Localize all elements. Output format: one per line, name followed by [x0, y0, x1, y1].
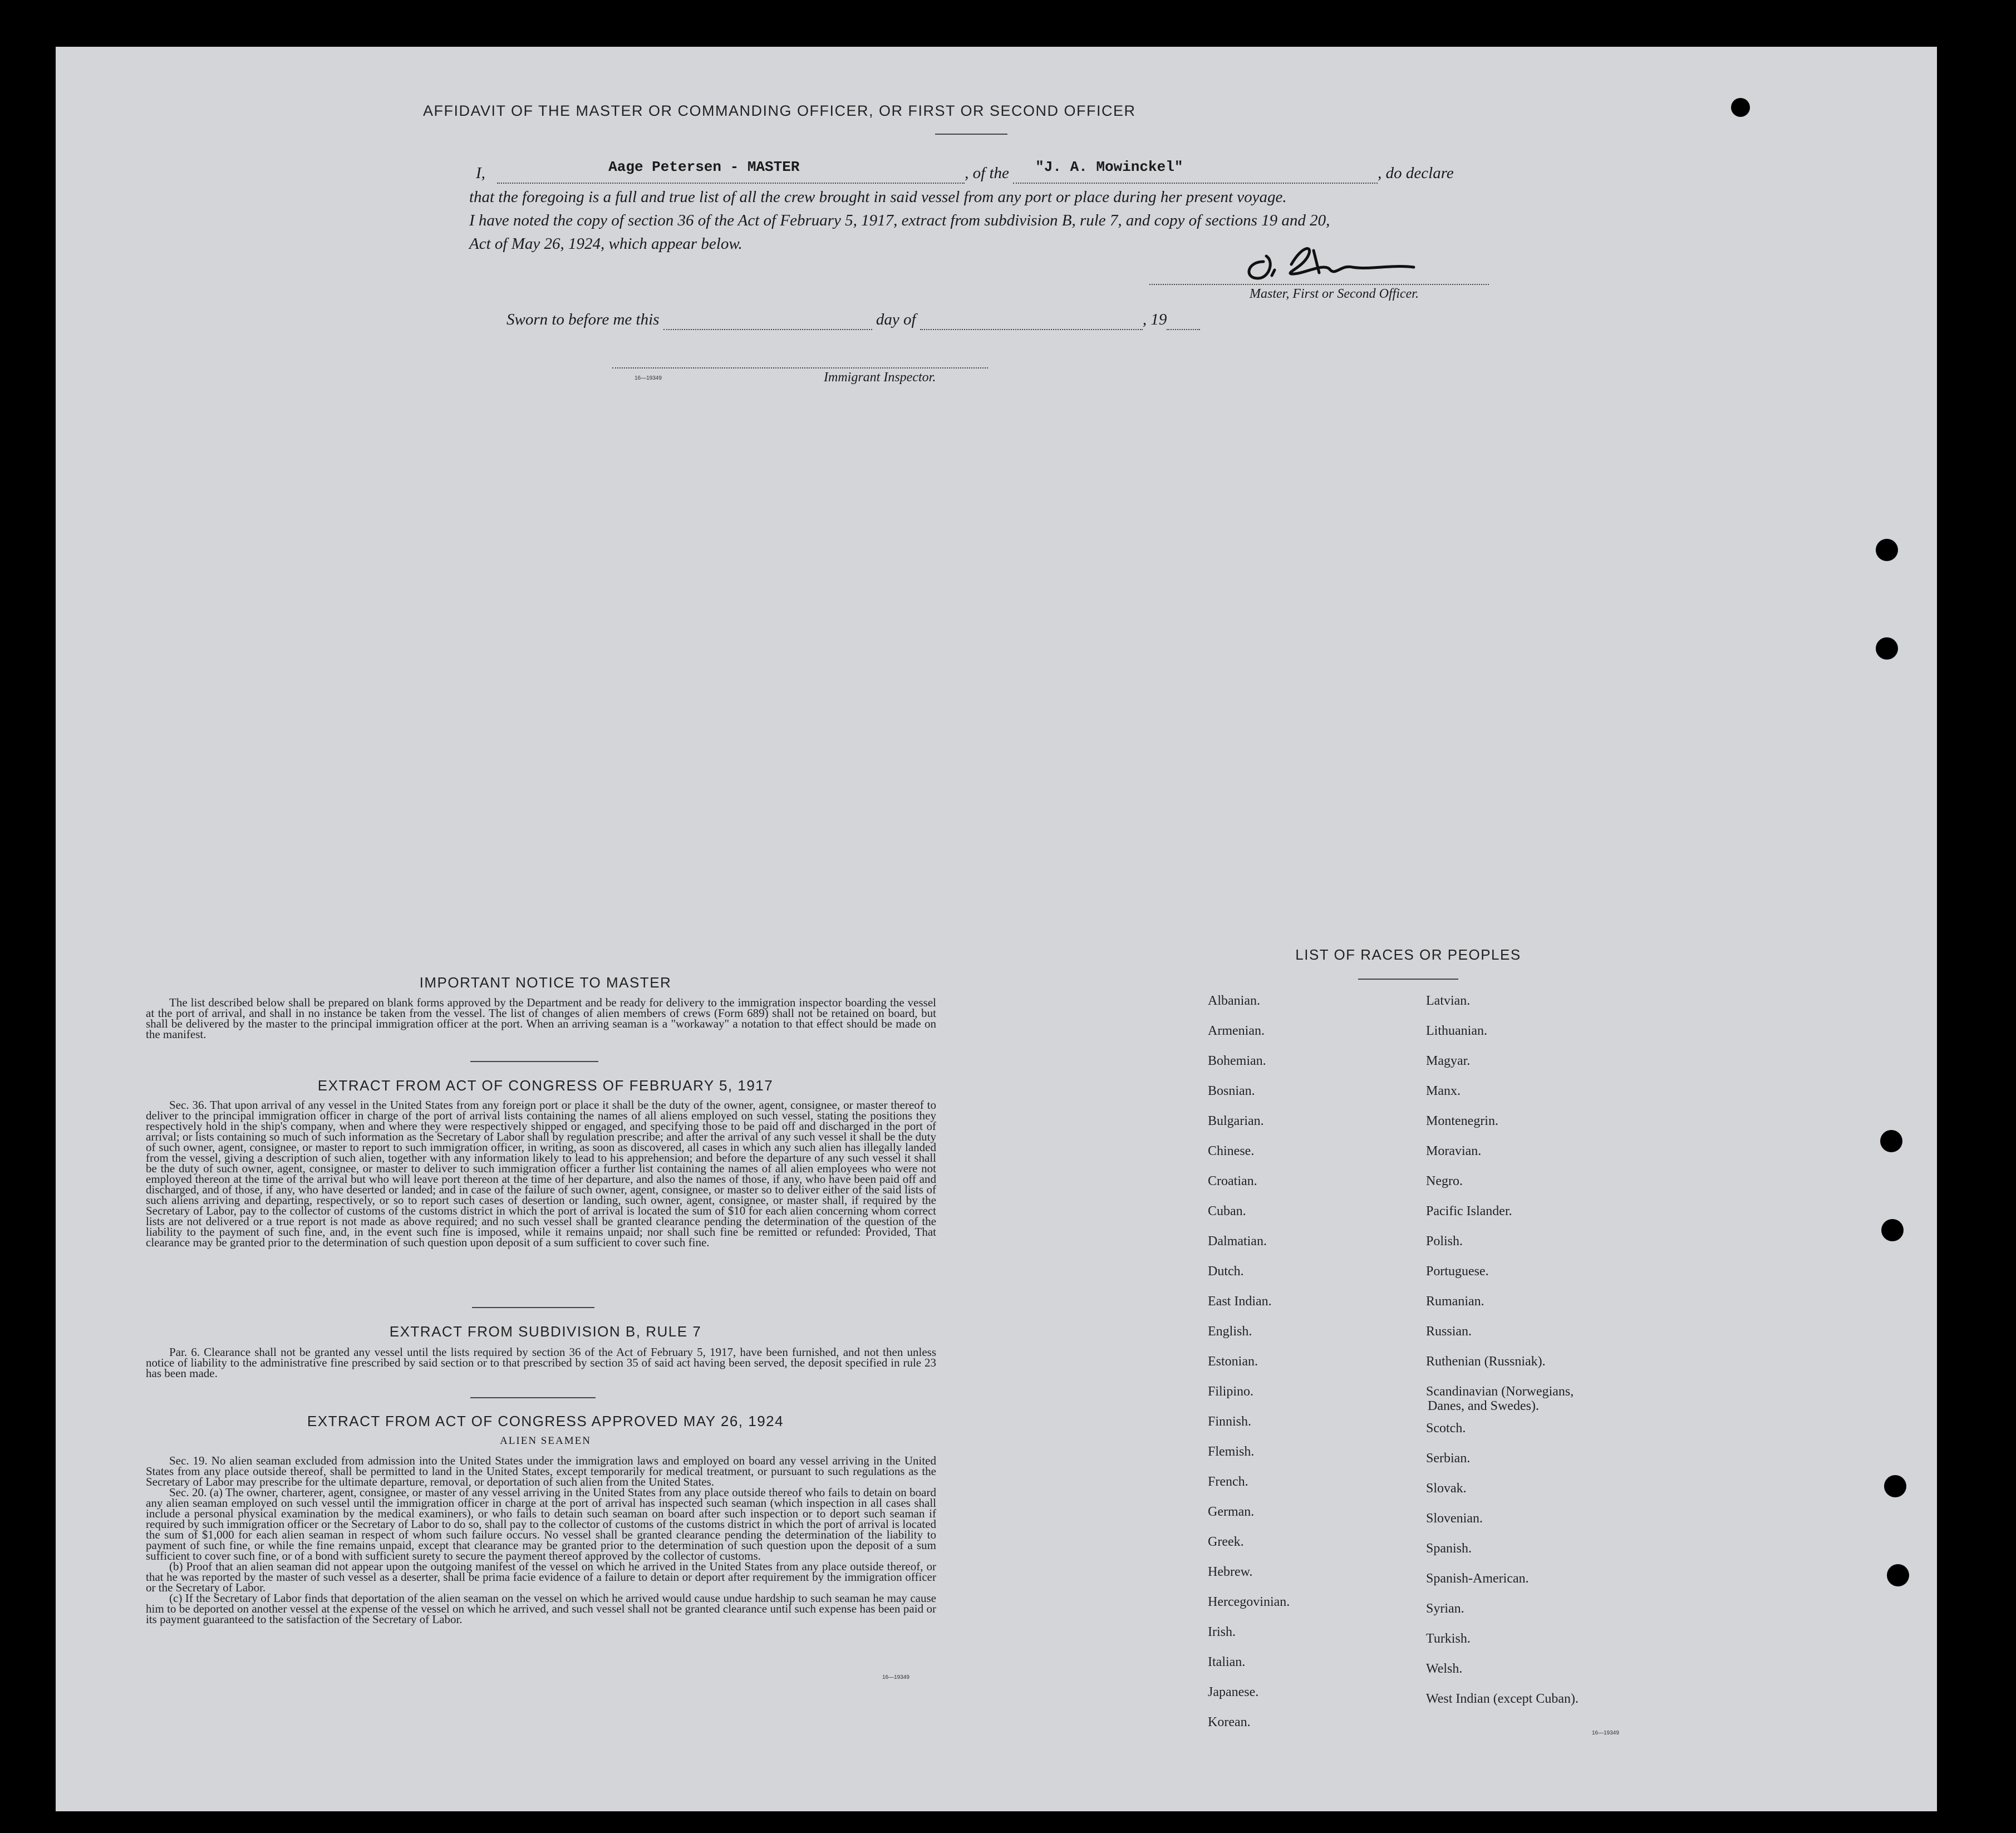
binder-hole — [1884, 1475, 1906, 1497]
sworn-day-field — [663, 311, 872, 330]
notice-body: The list described below shall be prepared on blank forms approved by the Department and be ready for delivery to the immigration inspector boarding the vessel at the port of arrival, and shall in no instance be taken from the vessel. The list of changes of alien members of crews (Form 689) shall not be retained on board, but shall be delivered by the master to the principal immigration officer at the port. When an arriving seaman is a "workaway" a notation to that effect should be made on the manifest. — [146, 996, 936, 1041]
race-item: Pacific Islander. — [1426, 1204, 1512, 1218]
race-item: Manx. — [1426, 1084, 1461, 1098]
day-of-label: day of — [876, 311, 916, 328]
race-item: Danes, and Swedes). — [1428, 1399, 1539, 1413]
extract-1917-body: Sec. 36. That upon arrival of any vessel in the United States from any foreign port or place it shall be the duty of the owner, agent, consignee, or master thereof to deliver to the principal immigration officer in charge of the port of arrival lists containing the names of all aliens employed on such vessel, stating the positions they respectively hold in the ship's company, when and where they were respectively shipped or engaged, and specifying those to be paid off and discharged in the port of arrival; or lists containing so much of such information as the Secretary of Labor shall by regulation prescribe; and after the arrival of any such vessel it shall be the duty of such owner, agent, consignee, or master to report to such immigration officer, in writing, as soon as discovered, all cases in which any such alien has illegally landed from the vessel, giving a description of such alien, together with any information likely to lead to his apprehension; and before the departure of any such vessel it shall be the duty of such owner, agent, consignee, or master to deliver to such immigration officer a further list containing the names of all alien employees who were not employed thereon at the time of the arrival but who will leave port thereon at the time of her departure, and also the names of those, if any, who have been paid off and discharged, and of those, if any, who have deserted or landed; and in case of the failure of such owner, agent, consignee, or master so to deliver either of the said lists of such aliens arriving and departing, respectively, or so to report such cases of desertion or landing, such owner, agent, consignee, or master shall, if required by the Secretary of Labor, pay to the collector of customs of the customs district in which the port of arrival is located the sum of $10 for each alien concerning whom correct lists are not delivered or a true report is not made as above required; and no such vessel shall be granted clearance pending the determination of the question of the liability to the payment of such fine, and, in the event such fine is imposed, while it remains unpaid; nor shall such fine be remitted or refunded: Provided, That clearance may be granted prior to the determination of such question upon deposit of a sum sufficient to cover such fine. — [146, 1098, 936, 1249]
form-number: 16—19349 — [882, 1674, 909, 1680]
race-item: Hebrew. — [1208, 1565, 1253, 1579]
race-item: Welsh. — [1426, 1662, 1463, 1676]
race-item: East Indian. — [1208, 1294, 1272, 1309]
race-item: Rumanian. — [1426, 1294, 1484, 1309]
affidavit-line-2: that the foregoing is a full and true list of all the crew brought in said vessel from any port or place during her present voyage. — [469, 188, 1287, 206]
divider — [935, 134, 1007, 135]
do-declare-label: , do declare — [1378, 164, 1454, 182]
race-item: Latvian. — [1426, 994, 1471, 1008]
race-item: Slovak. — [1426, 1481, 1467, 1496]
race-item: Estonian. — [1208, 1354, 1258, 1369]
notice-title: IMPORTANT NOTICE TO MASTER — [419, 974, 672, 991]
race-item: Bohemian. — [1208, 1054, 1266, 1068]
race-item: Italian. — [1208, 1655, 1246, 1669]
affidavit-line-1 — [476, 159, 1454, 184]
race-item: Bosnian. — [1208, 1084, 1255, 1098]
race-item: Slovenian. — [1426, 1511, 1483, 1526]
signature-caption: Master, First or Second Officer. — [1250, 287, 1419, 301]
race-item: Syrian. — [1426, 1601, 1464, 1616]
race-item: Chinese. — [1208, 1144, 1255, 1158]
race-item: Korean. — [1208, 1715, 1251, 1729]
sec-20a: Sec. 20. (a) The owner, charterer, agent, consignee, or master of any vessel arriving in the United States from any place outside thereof who fails to detain on board any alien seaman employed on such vessel until the immigration officer in charge at the port of arrival has inspected such seaman (which inspection in all cases shall include a personal physical examination by the medical examiners), or who fails to detain such seaman on board after such inspection or to deport such seaman if required by such immigration officer or the Secretary of Labor to do so, shall pay to the collector of customs of the customs district in which the port of arrival is located the sum of $1,000 for each alien seaman in respect of whom such failure occurs. No vessel shall be granted clearance pending the determination of the liability to payment of such fine, or while the fine remains unpaid, except that clearance may be granted prior to the determination of such question upon the deposit of a sum sufficient to cover such fine, or of a bond with sufficient surety to secure the payment thereof approved by the collector of customs. — [146, 1486, 936, 1562]
race-item: Ruthenian (Russniak). — [1426, 1354, 1546, 1369]
sworn-month-field — [920, 311, 1143, 330]
master-signature — [1241, 239, 1453, 289]
race-item: Negro. — [1426, 1174, 1463, 1188]
divider — [1358, 979, 1458, 980]
race-item: Polish. — [1426, 1234, 1463, 1249]
race-item: Dutch. — [1208, 1264, 1244, 1279]
form-number: 16—19349 — [635, 375, 662, 381]
race-item: Magyar. — [1426, 1054, 1471, 1068]
inspector-caption: Immigrant Inspector. — [824, 370, 936, 385]
divider — [470, 1397, 596, 1398]
races-title: LIST OF RACES OR PEOPLES — [1295, 946, 1521, 963]
sec-20c: (c) If the Secretary of Labor finds that deportation of the alien seaman on the vessel on which he arrived would cause undue hardship to such seaman he may cause him to be deported on another vessel at the expense of the vessel on which he arrived, and such vessel shall not be granted clearance until such expense has been paid or its payment guaranteed to the satisfaction of the Secretary of Labor. — [146, 1591, 936, 1626]
race-item: Albanian. — [1208, 994, 1260, 1008]
year-prefix: , 19 — [1142, 311, 1167, 328]
sworn-line — [507, 311, 1200, 330]
of-the-label: , of the — [965, 164, 1009, 182]
signature-line — [1149, 284, 1489, 285]
affidavit-title: AFFIDAVIT OF THE MASTER OR COMMANDING OFFICER, OR FIRST OR SECOND OFFICER — [423, 102, 1136, 119]
i-label: I, — [476, 164, 485, 182]
binder-hole — [1880, 1130, 1902, 1152]
binder-hole — [1881, 1219, 1904, 1241]
race-item: West Indian (except Cuban). — [1426, 1692, 1579, 1706]
binder-hole — [1876, 539, 1898, 561]
name-field — [497, 159, 965, 184]
race-item: Spanish. — [1426, 1541, 1472, 1556]
sworn-label: Sworn to before me this — [507, 311, 660, 328]
divider — [470, 1061, 598, 1062]
binder-hole — [1876, 637, 1898, 660]
race-item: Montenegrin. — [1426, 1114, 1498, 1128]
sec-19: Sec. 19. No alien seaman excluded from admission into the United States under the immigration laws and employed on board any vessel arriving in the United States from any place outside thereof, shall be permitted to land in the United States, except temporarily for medical treatment, or pursuant to such regulations as the Secretary of Labor may prescribe for the ultimate departure, removal, or deportation of such alien from the United States. — [146, 1454, 936, 1488]
race-item: Japanese. — [1208, 1685, 1259, 1699]
race-item: Finnish. — [1208, 1414, 1252, 1429]
rule7-body: Par. 6. Clearance shall not be granted any vessel until the lists required by section 36 of the Act of February 5, 1917, have been furnished, and not then unless notice of liability to the administrative fine prescribed by said section or to that prescribed by section 35 of said act having been served, the deposit specified in rule 23 has been made. — [146, 1345, 936, 1380]
divider — [472, 1307, 594, 1308]
affidavit-line-4: Act of May 26, 1924, which appear below. — [469, 235, 743, 253]
race-item: Scandinavian (Norwegians, — [1426, 1384, 1574, 1399]
race-item: Hercegovinian. — [1208, 1595, 1290, 1609]
race-item: Bulgarian. — [1208, 1114, 1264, 1128]
race-item: Filipino. — [1208, 1384, 1254, 1399]
extract-1924-subtitle: ALIEN SEAMEN — [500, 1435, 591, 1447]
race-item: Cuban. — [1208, 1204, 1246, 1218]
sworn-year-field — [1167, 311, 1200, 330]
race-item: Lithuanian. — [1426, 1024, 1487, 1038]
name-value: Aage Petersen - MASTER — [608, 159, 800, 175]
vessel-value: "J. A. Mowinckel" — [1035, 159, 1183, 175]
race-item: Dalmatian. — [1208, 1234, 1267, 1249]
race-item: Serbian. — [1426, 1451, 1471, 1466]
sec-20b: (b) Proof that an alien seaman did not appear upon the outgoing manifest of the vessel on which he arrived in the United States from any place outside thereof, or that he was reported by the master of such vessel as a deserter, shall be prima facie evidence of a failure to detain or deport after requirement by the immigration officer or the Secretary of Labor. — [146, 1560, 936, 1594]
extract-1917-title: EXTRACT FROM ACT OF CONGRESS OF FEBRUARY 5, 1917 — [317, 1077, 774, 1094]
race-item: Scotch. — [1426, 1421, 1466, 1436]
race-item: Irish. — [1208, 1625, 1236, 1639]
race-item: French. — [1208, 1475, 1248, 1489]
rule7-title: EXTRACT FROM SUBDIVISION B, RULE 7 — [389, 1323, 702, 1340]
race-item: Moravian. — [1426, 1144, 1482, 1158]
affidavit-line-3: I have noted the copy of section 36 of the Act of February 5, 1917, extract from subdivision B, rule 7, and copy of sections 19 and 20, — [469, 212, 1330, 229]
inspector-line — [612, 367, 988, 368]
race-item: Turkish. — [1426, 1631, 1471, 1646]
race-item: Greek. — [1208, 1535, 1244, 1549]
binder-hole — [1731, 98, 1750, 117]
vessel-field — [1013, 159, 1378, 184]
race-item: Portuguese. — [1426, 1264, 1489, 1279]
race-item: Spanish-American. — [1426, 1571, 1529, 1586]
form-number: 16—19349 — [1592, 1730, 1619, 1736]
extract-1924-title: EXTRACT FROM ACT OF CONGRESS APPROVED MAY 26, 1924 — [307, 1413, 784, 1429]
race-item: English. — [1208, 1324, 1252, 1339]
race-item: Armenian. — [1208, 1024, 1265, 1038]
race-item: Croatian. — [1208, 1174, 1257, 1188]
race-item: Flemish. — [1208, 1444, 1255, 1459]
race-item: German. — [1208, 1505, 1255, 1519]
extract-1924-body — [146, 1456, 936, 1625]
binder-hole — [1887, 1564, 1909, 1586]
race-item: Russian. — [1426, 1324, 1472, 1339]
